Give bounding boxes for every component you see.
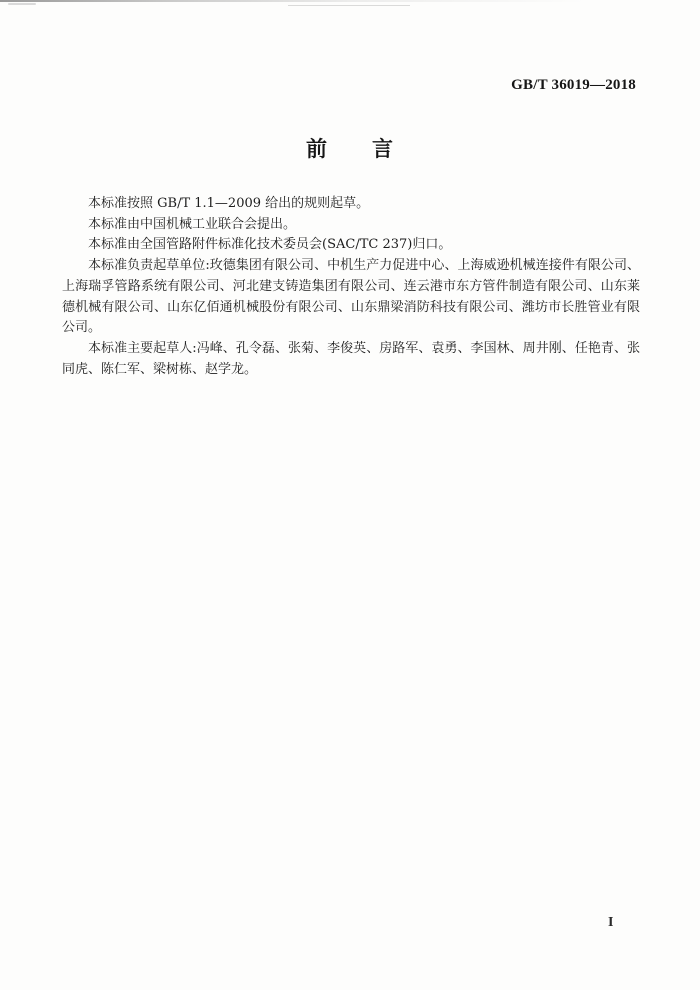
standard-number: GB/T 36019—2018 xyxy=(511,77,636,93)
scan-artifact-line xyxy=(288,5,410,6)
scan-artifact-speck xyxy=(8,3,36,5)
foreword-paragraph: 本标准由全国管路附件标准化技术委员会(SAC/TC 237)归口。 xyxy=(88,237,452,253)
foreword-paragraph: 本标准由中国机械工业联合会提出。 xyxy=(88,216,297,232)
foreword-body xyxy=(62,194,640,380)
foreword-paragraph: 本标准按照 GB/T 1.1—2009 给出的规则起草。 xyxy=(88,196,370,211)
foreword-paragraph: 本标准主要起草人:冯峰、孔令磊、张菊、李俊英、房路军、袁勇、李国林、周井刚、任艳青、张同虎、陈仁军、梁树栋、赵学龙。 xyxy=(62,340,640,377)
foreword-paragraph: 本标准负责起草单位:玫德集团有限公司、中机生产力促进中心、上海威逊机械连接件有限公司、上海瑞孚管路系统有限公司、河北建支铸造集团有限公司、连云港市东方管件制造有限公司、山东莱德机械有限公司、山东亿佰通机械股份有限公司、山东鼎梁消防科技有限公司、潍坊市长胜管业有限公司。 xyxy=(62,258,640,336)
scan-artifact-top-edge xyxy=(0,0,585,2)
page-title: 前 言 xyxy=(306,137,394,161)
page-number: I xyxy=(608,915,614,930)
